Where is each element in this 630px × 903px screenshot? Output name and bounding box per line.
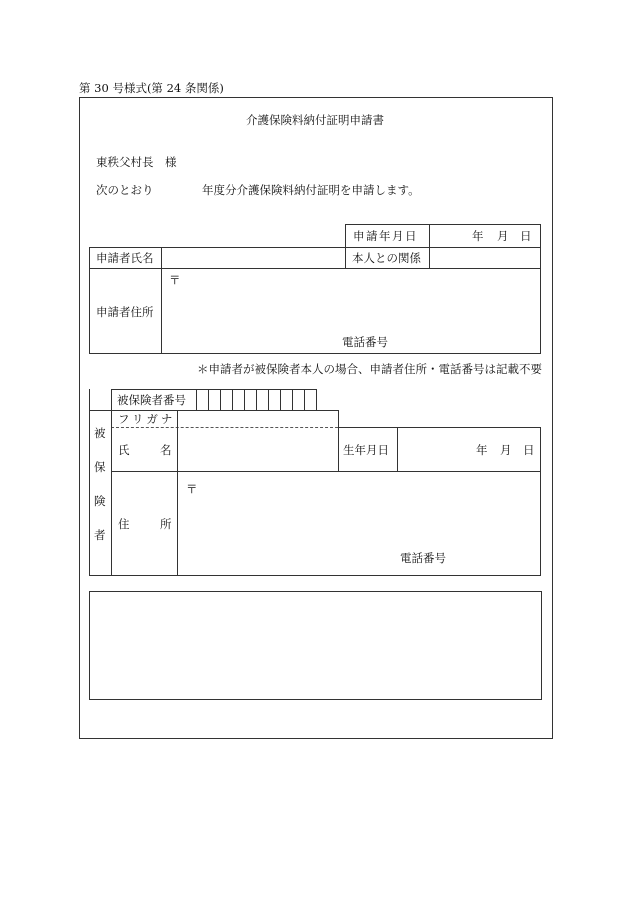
application-date-year: 年 bbox=[472, 229, 484, 243]
insured-number-digit[interactable] bbox=[221, 390, 232, 410]
insured-number-digit[interactable] bbox=[245, 390, 256, 410]
insured-number-digit[interactable] bbox=[269, 390, 280, 410]
applicant-name-label: 申請者氏名 bbox=[96, 251, 154, 265]
intro-lead: 次のとおり bbox=[96, 183, 154, 197]
relation-label: 本人との関係 bbox=[352, 251, 421, 265]
intro-body: 年度分介護保険料納付証明を申請します。 bbox=[202, 183, 420, 197]
insured-name-label-1: 氏 bbox=[118, 443, 130, 457]
remarks-box[interactable] bbox=[89, 591, 542, 700]
insured-number-digit[interactable] bbox=[209, 390, 220, 410]
birth-day: 日 bbox=[523, 443, 535, 457]
applicant-phone-input[interactable] bbox=[395, 333, 535, 351]
fiscal-year-input[interactable] bbox=[152, 181, 200, 198]
application-date-day: 日 bbox=[520, 229, 532, 243]
furigana-input[interactable] bbox=[178, 411, 338, 427]
insured-name-label-2: 名 bbox=[160, 443, 172, 457]
insured-address-label-1: 住 bbox=[118, 517, 130, 531]
insured-number-digit[interactable] bbox=[281, 390, 292, 410]
application-date-label: 申請年月日 bbox=[353, 229, 418, 243]
insured-address-label-2: 所 bbox=[160, 517, 172, 531]
furigana-label: フリガナ bbox=[118, 412, 176, 426]
birth-date-input[interactable] bbox=[398, 428, 540, 471]
insured-side-label-1: 被 bbox=[94, 426, 106, 440]
insured-number-digit[interactable] bbox=[197, 390, 208, 410]
insured-phone-label: 電話番号 bbox=[400, 551, 446, 565]
applicant-name-input[interactable] bbox=[162, 248, 345, 268]
insured-number-label: 被保険者番号 bbox=[117, 393, 186, 407]
insured-side-label-3: 険 bbox=[94, 494, 106, 508]
insured-number-digit[interactable] bbox=[257, 390, 268, 410]
birth-year: 年 bbox=[476, 443, 488, 457]
application-date-month: 月 bbox=[497, 229, 509, 243]
insured-number-digit[interactable] bbox=[293, 390, 304, 410]
insured-address-input[interactable] bbox=[202, 480, 532, 548]
insured-side-label-2: 保 bbox=[94, 460, 106, 474]
birth-date-label: 生年月日 bbox=[343, 443, 389, 457]
insured-postal-mark: 〒 bbox=[186, 482, 198, 496]
form-title: 介護保険料納付証明申請書 bbox=[246, 113, 384, 127]
insured-phone-input[interactable] bbox=[452, 549, 536, 567]
applicant-postal-mark: 〒 bbox=[169, 273, 181, 287]
addressee: 東秩父村長 様 bbox=[96, 155, 177, 169]
applicant-address-input[interactable] bbox=[185, 272, 525, 332]
relation-input[interactable] bbox=[430, 248, 540, 268]
applicant-address-label: 申請者住所 bbox=[96, 305, 154, 319]
insured-number-digit[interactable] bbox=[305, 390, 316, 410]
birth-month: 月 bbox=[500, 443, 512, 457]
insured-name-input[interactable] bbox=[178, 428, 338, 471]
applicant-phone-label: 電話番号 bbox=[342, 335, 388, 349]
form-number: 第 30 号様式(第 24 条関係) bbox=[79, 81, 224, 95]
insured-number-digit[interactable] bbox=[233, 390, 244, 410]
insured-side-label-4: 者 bbox=[94, 528, 106, 542]
note: ＊申請者が被保険者本人の場合、申請者住所・電話番号は記載不要 bbox=[197, 362, 542, 376]
